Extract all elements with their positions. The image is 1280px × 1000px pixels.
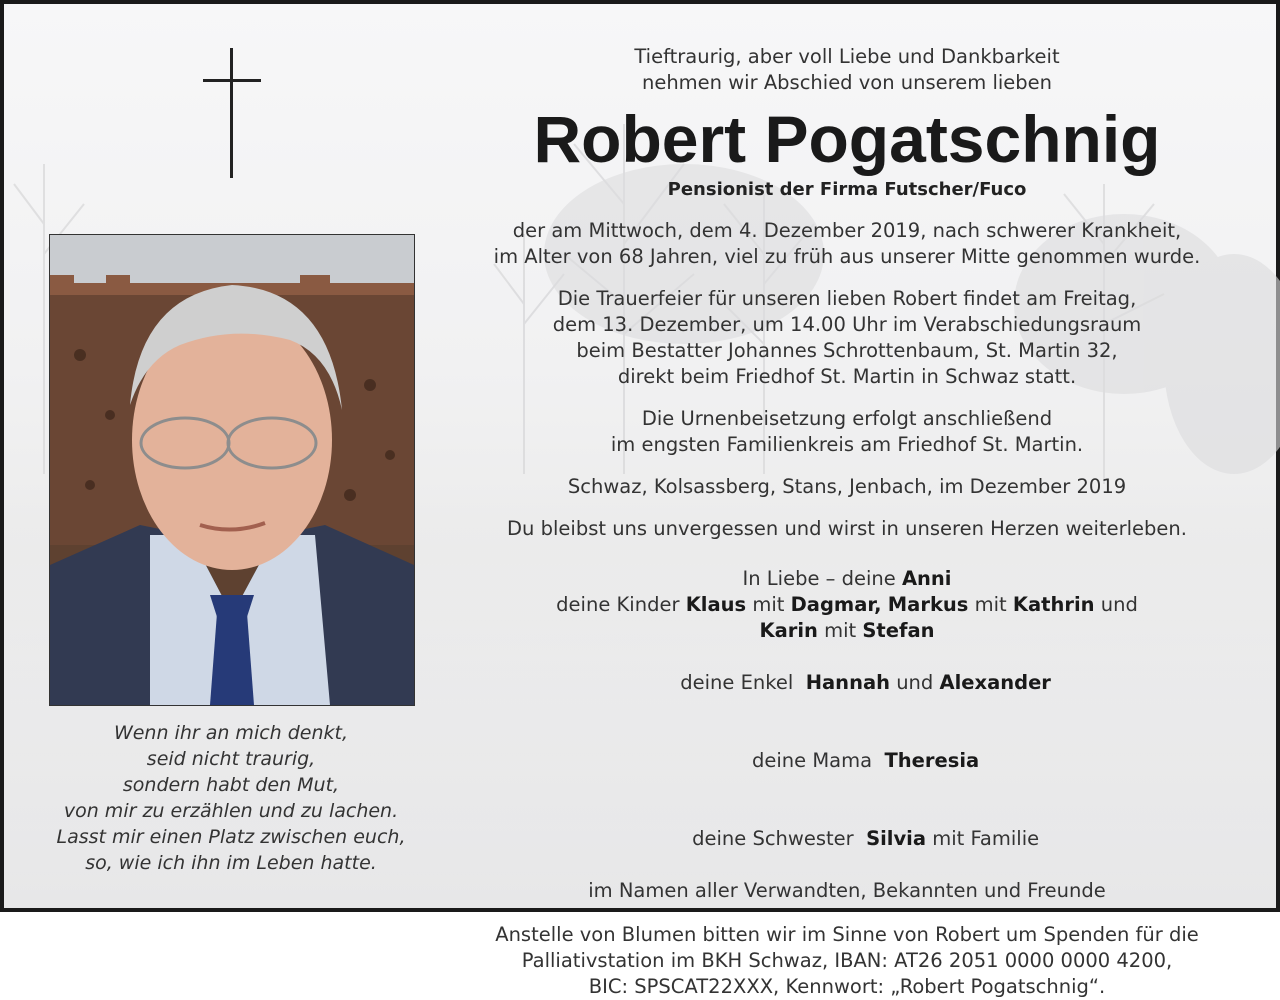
text-fragment: deine Kinder (556, 593, 686, 616)
donation-line: BIC: SPSCAT22XXX, Kennwort: „Robert Pogatschnig“. (588, 975, 1106, 998)
family-wife-line (444, 566, 1250, 592)
urn-line: Die Urnenbeisetzung erfolgt anschließend (641, 407, 1053, 430)
text-fragment: und (1094, 593, 1138, 616)
text-fragment: deine Mama (752, 749, 885, 772)
funeral-line: Die Trauerfeier für unseren lieben Robert findet am Freitag, (557, 287, 1137, 310)
mother-name: Theresia (884, 749, 980, 772)
funeral-line: direkt beim Friedhof St. Martin in Schwaz statt. (617, 365, 1077, 388)
partner-name: Kathrin (1012, 593, 1095, 616)
place-date: Schwaz, Kolsassberg, Stans, Jenbach, im Dezember 2019 (567, 475, 1127, 498)
partner-name: Dagmar, (790, 593, 882, 616)
funeral-line: dem 13. Dezember, um 14.00 Uhr im Verabschiedungsraum (552, 313, 1142, 336)
obituary-text (444, 44, 1250, 1000)
text-fragment: mit (746, 593, 791, 616)
poem-line: seid nicht traurig, (146, 748, 316, 770)
child-name: Markus (887, 593, 969, 616)
partner-name: Stefan (862, 619, 935, 642)
deceased-occupation: Pensionist der Firma Futscher/Fuco (667, 179, 1027, 200)
family-mother-line (444, 722, 1250, 800)
text-fragment: mit Familie (926, 827, 1040, 850)
donation-line: Palliativstation im BKH Schwaz, IBAN: AT26 2051 0000 0000 4200, (521, 949, 1173, 972)
family-children-line (444, 592, 1250, 618)
death-notice-line: der am Mittwoch, dem 4. Dezember 2019, nach schwerer Krankheit, (512, 219, 1182, 242)
child-name: Klaus (685, 593, 747, 616)
urn-line: im engsten Familienkreis am Friedhof St. Martin. (610, 433, 1084, 456)
deceased-name: Robert Pogatschnig (533, 102, 1161, 176)
death-notice-line: im Alter von 68 Jahren, viel zu früh aus unserer Mitte genommen wurde. (493, 245, 1201, 268)
remember-line: Du bleibst uns unvergessen und wirst in unseren Herzen weiterleben. (507, 517, 1187, 540)
text-fragment: und (890, 671, 940, 694)
cross-icon (203, 48, 261, 178)
poem (24, 720, 438, 876)
family-sister-line (444, 800, 1250, 878)
text-fragment: deine Schwester (692, 827, 867, 850)
grandchild-name: Alexander (939, 671, 1051, 694)
text-fragment: In Liebe – deine (742, 567, 902, 590)
text-fragment: deine Enkel (680, 671, 806, 694)
portrait-photo (49, 234, 415, 706)
funeral-line: beim Bestatter Johannes Schrottenbaum, St. Martin 32, (576, 339, 1118, 362)
family-grandchildren-line (444, 644, 1250, 722)
poem-line: von mir zu erzählen und zu lachen. (63, 800, 399, 822)
sister-name: Silvia (866, 827, 927, 850)
poem-line: Wenn ihr an mich denkt, (113, 722, 349, 744)
wife-name: Anni (901, 567, 952, 590)
grandchild-name: Hannah (805, 671, 890, 694)
intro-line: Tieftraurig, aber voll Liebe und Dankbarkeit (634, 45, 1060, 68)
text-fragment: mit (968, 593, 1013, 616)
poem-line: Lasst mir einen Platz zwischen euch, (56, 826, 406, 848)
donation-line: Anstelle von Blumen bitten wir im Sinne von Robert um Spenden für die (495, 923, 1199, 946)
poem-line: sondern habt den Mut, (122, 774, 340, 796)
child-name: Karin (759, 619, 818, 642)
family-children-line-2 (444, 618, 1250, 644)
family-relatives-line: im Namen aller Verwandten, Bekannten und Freunde (588, 879, 1106, 902)
poem-line: so, wie ich ihn im Leben hatte. (85, 852, 377, 874)
text-fragment: mit (817, 619, 863, 642)
intro-line: nehmen wir Abschied von unserem lieben (641, 71, 1053, 94)
